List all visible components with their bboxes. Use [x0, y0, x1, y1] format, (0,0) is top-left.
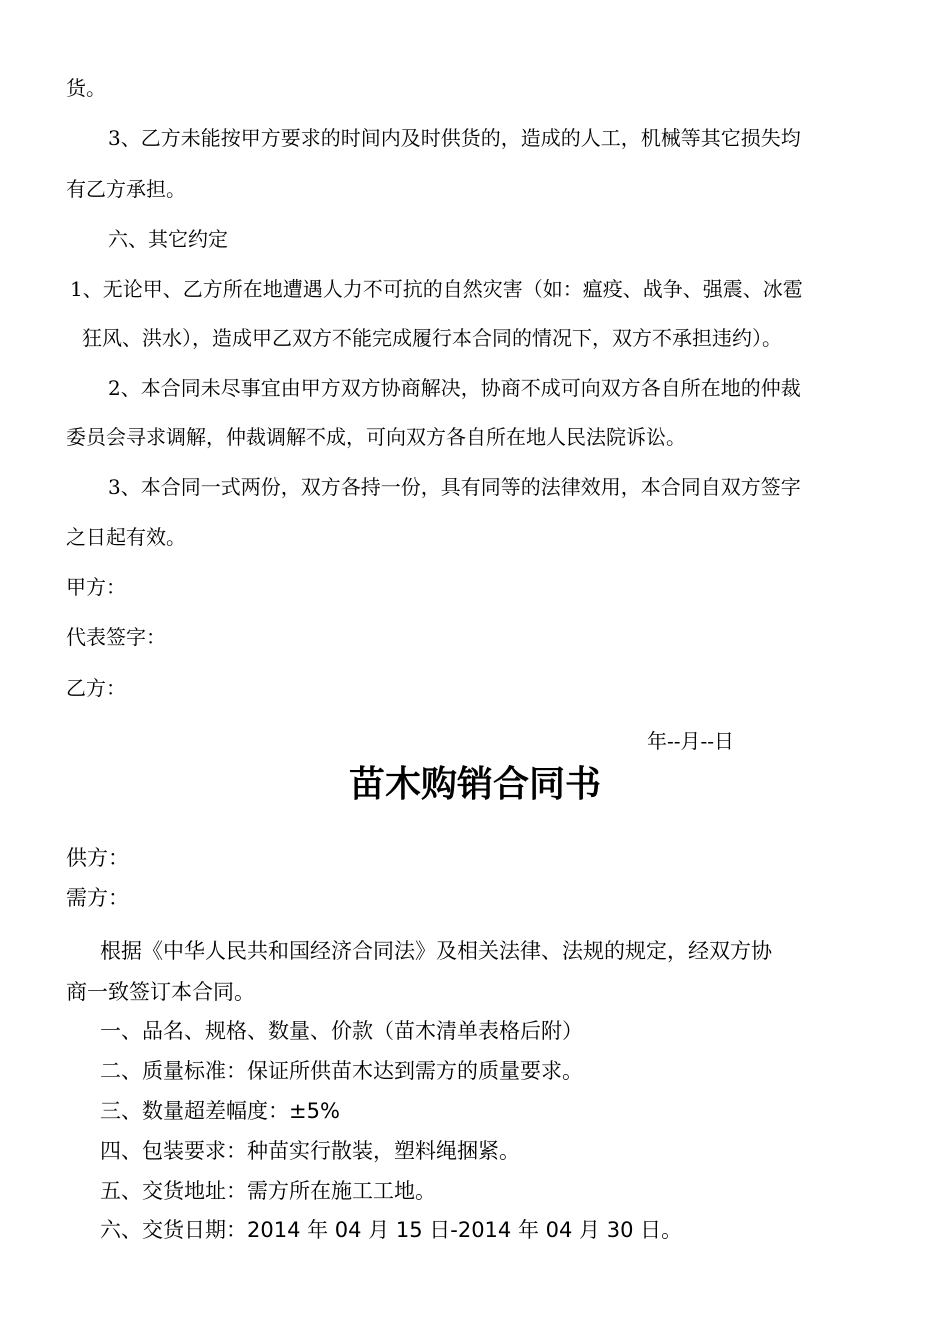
clause-6-3: 3、本合同一式两份，双方各持一份，具有同等的法律效用，本合同自双方签字 — [108, 475, 801, 499]
item-tolerance: 三、数量超差幅度：±5% — [100, 1099, 340, 1123]
paragraph-line: 委员会寻求调解，仲裁调解不成，可向双方各自所在地人民法院诉讼。 — [66, 425, 686, 449]
section-heading: 六、其它约定 — [108, 227, 228, 251]
representative-signature-label: 代表签字： — [66, 625, 166, 649]
intro-paragraph: 根据《中华人民共和国经济合同法》及相关法律、法规的规定，经双方协 — [100, 939, 772, 963]
date-line: 年--月--日 — [647, 729, 735, 753]
item-packaging: 四、包装要求：种苗实行散装，塑料绳捆紧。 — [100, 1139, 520, 1163]
paragraph-line: 之日起有效。 — [66, 525, 186, 549]
clause-6-1: 1、无论甲、乙方所在地遭遇人力不可抗的自然灾害（如：瘟疫、战争、强震、冰雹 — [70, 277, 803, 301]
party-b-label: 乙方： — [66, 676, 126, 700]
paragraph-line: 狂风、洪水），造成甲乙双方不能完成履行本合同的情况下，双方不承担违约）。 — [82, 326, 782, 350]
item-delivery-date: 六、交货日期：2014 年 04 月 15 日-2014 年 04 月 30 日。 — [100, 1218, 683, 1242]
item-product: 一、品名、规格、数量、价款（苗木清单表格后附） — [100, 1019, 583, 1043]
intro-paragraph-cont: 商一致签订本合同。 — [66, 980, 255, 1004]
document-title: 苗木购销合同书 — [348, 764, 601, 805]
clause-6-2: 2、本合同未尽事宜由甲方双方协商解决，协商不成可向双方各自所在地的仲裁 — [108, 376, 801, 400]
item-quality: 二、质量标准：保证所供苗木达到需方的质量要求。 — [100, 1059, 583, 1083]
paragraph-line: 有乙方承担。 — [66, 177, 186, 201]
clause-5-3: 3、乙方未能按甲方要求的时间内及时供货的，造成的人工，机械等其它损失均 — [108, 126, 801, 150]
paragraph-line: 货。 — [66, 76, 106, 100]
supplier-label: 供方： — [66, 846, 129, 870]
buyer-label: 需方： — [66, 886, 129, 910]
party-a-label: 甲方： — [66, 575, 126, 599]
item-delivery-address: 五、交货地址：需方所在施工工地。 — [100, 1179, 436, 1203]
